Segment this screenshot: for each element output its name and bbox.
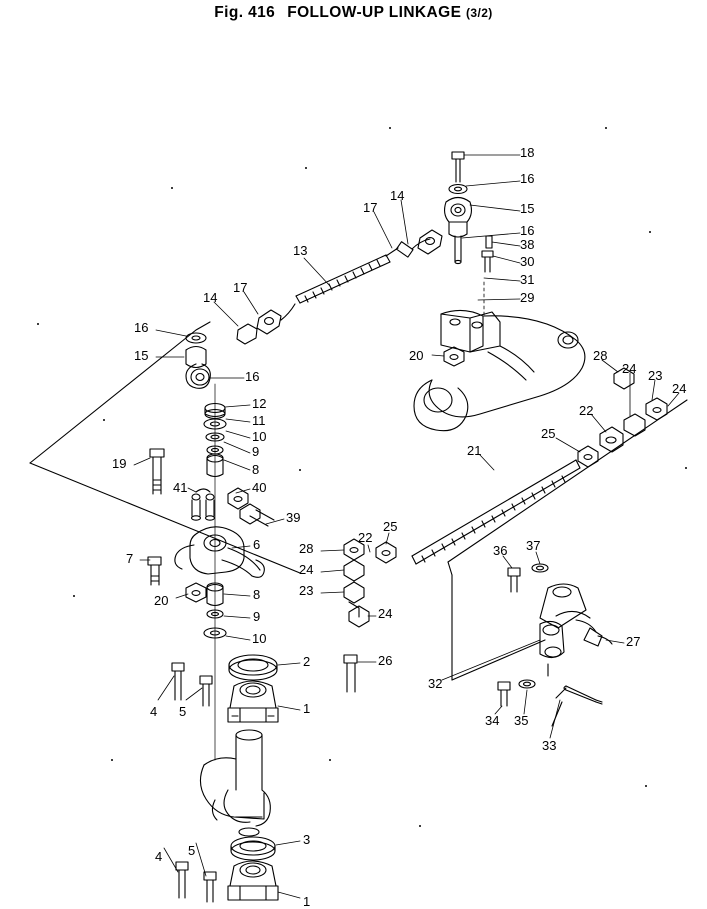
- callout-17b: 17: [233, 280, 248, 295]
- callout-28b: 28: [299, 541, 314, 556]
- callout-17a: 17: [363, 200, 378, 215]
- callout-13: 13: [293, 243, 308, 258]
- callout-15b: 15: [134, 348, 149, 363]
- callout-16c: 16: [134, 320, 149, 335]
- callout-25a: 25: [541, 426, 556, 441]
- callout-4b: 4: [155, 849, 163, 864]
- callout-40: 40: [252, 480, 267, 495]
- callout-38: 38: [520, 237, 535, 252]
- callout-33: 33: [542, 738, 557, 753]
- callout-24b: 24: [672, 381, 687, 396]
- callout-20b: 20: [154, 593, 169, 608]
- callout-24d: 24: [378, 606, 393, 621]
- callout-1b: 1: [303, 894, 311, 909]
- callout-36: 36: [493, 543, 508, 558]
- callout-24c: 24: [299, 562, 314, 577]
- callout-24a: 24: [622, 361, 637, 376]
- figure-name: FOLLOW-UP LINKAGE: [287, 4, 462, 21]
- callout-14a: 14: [390, 188, 405, 203]
- callout-25b: 25: [383, 519, 398, 534]
- callout-30: 30: [520, 254, 535, 269]
- callout-9a: 9: [252, 444, 260, 459]
- callout-26: 26: [378, 653, 393, 668]
- callout-9b: 9: [253, 609, 261, 624]
- callout-11: 11: [252, 413, 266, 428]
- callout-15a: 15: [520, 201, 535, 216]
- callout-1a: 1: [303, 701, 311, 716]
- callout-23b: 23: [299, 583, 314, 598]
- callout-34: 34: [485, 713, 500, 728]
- callout-19: 19: [112, 456, 127, 471]
- callout-27: 27: [626, 634, 641, 649]
- callout-41: 41: [173, 480, 188, 495]
- callout-6: 6: [253, 537, 261, 552]
- callout-5b: 5: [188, 843, 196, 858]
- callout-10a: 10: [252, 429, 267, 444]
- figure-number: Fig. 416: [214, 4, 276, 21]
- callout-21: 21: [467, 443, 482, 458]
- callout-39: 39: [286, 510, 301, 525]
- figure-suffix: (3/2): [466, 6, 493, 20]
- callout-12: 12: [252, 396, 267, 411]
- callout-28a: 28: [593, 348, 608, 363]
- callout-22a: 22: [579, 403, 594, 418]
- callout-5a: 5: [179, 704, 187, 719]
- callout-23a: 23: [648, 368, 663, 383]
- callout-16d: 16: [245, 369, 260, 384]
- callout-31: 31: [520, 272, 535, 287]
- callout-16b: 16: [520, 223, 535, 238]
- callout-2: 2: [303, 654, 311, 669]
- callout-10b: 10: [252, 631, 267, 646]
- callout-35: 35: [514, 713, 529, 728]
- callout-7: 7: [126, 551, 134, 566]
- callout-3: 3: [303, 832, 311, 847]
- callout-37: 37: [526, 538, 541, 553]
- callout-29: 29: [520, 290, 535, 305]
- callout-8a: 8: [252, 462, 260, 477]
- callout-20a: 20: [409, 348, 424, 363]
- callout-32: 32: [428, 676, 443, 691]
- callout-4a: 4: [150, 704, 158, 719]
- callout-18: 18: [520, 145, 535, 160]
- callout-8b: 8: [253, 587, 261, 602]
- callout-22b: 22: [358, 530, 373, 545]
- callout-14b: 14: [203, 290, 218, 305]
- callout-16a: 16: [520, 171, 535, 186]
